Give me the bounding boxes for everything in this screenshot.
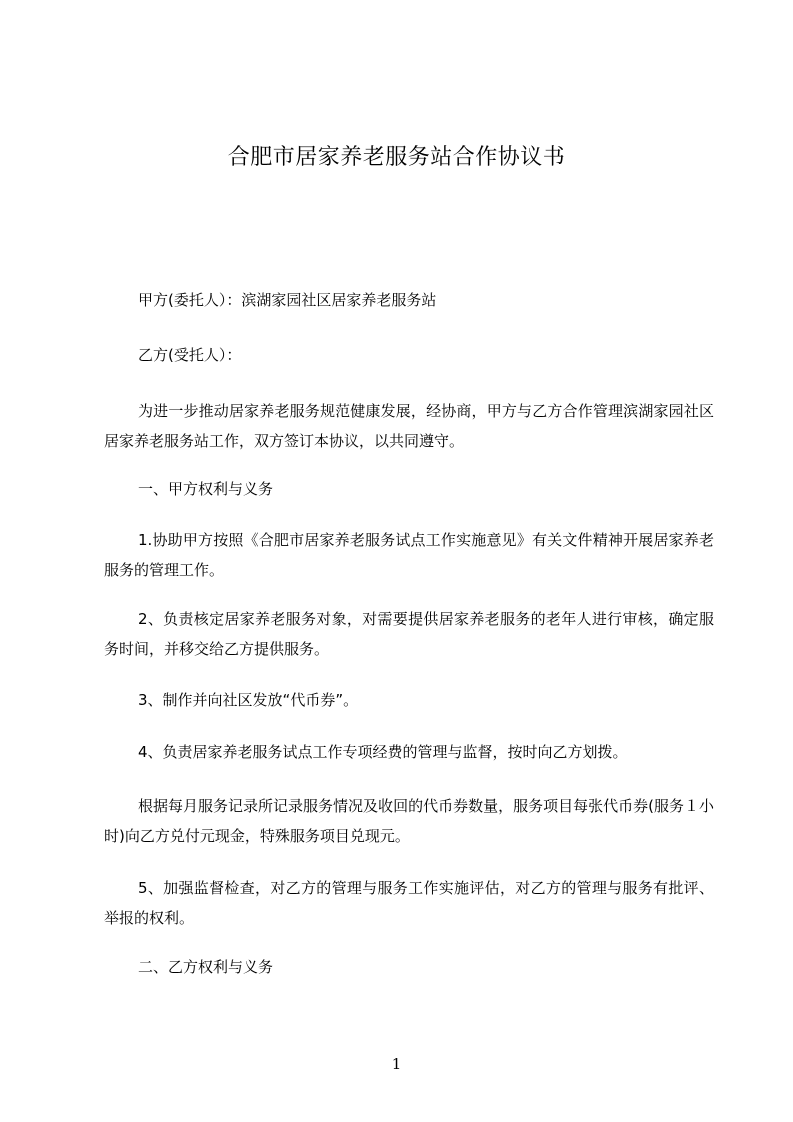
section-1-heading: 一、甲方权利与义务 [138,480,274,498]
clause-2-paragraph: 2、负责核定居家养老服务对象，对需要提供居家养老服务的老年人进行审核，确定服务时间，并移交给乙方提供服务。 [104,610,714,658]
clause-4-paragraph: 4、负责居家养老服务试点工作专项经费的管理与监督，按时向乙方划拨。 [138,743,628,761]
document-title: 合肥市居家养老服务站合作协议书 [227,145,566,170]
page-number: 1 [391,1055,402,1073]
clause-3-paragraph: 3、制作并向社区发放“代币券”。 [138,691,359,709]
party-a-line: 甲方(委托人）：滨湖家园社区居家养老服务站 [138,291,437,309]
voucher-settlement-paragraph: 根据每月服务记录所记录服务情况及收回的代币券数量，服务项目每张代币券(服务１小时)向乙方兑付元现金，特殊服务项目兑现元。 [104,797,714,845]
section-2-heading: 二、乙方权利与义务 [138,958,274,976]
intro-paragraph: 为进一步推动居家养老服务规范健康发展，经协商，甲方与乙方合作管理滨湖家园社区居家养老服务站工作，双方签订本协议，以共同遵守。 [104,402,714,450]
clause-1-paragraph: 1.协助甲方按照《合肥市居家养老服务试点工作实施意见》有关文件精神开展居家养老服务的管理工作。 [104,531,714,579]
party-b-line: 乙方(受托人）： [138,346,242,364]
clause-5-paragraph: 5、加强监督检查，对乙方的管理与服务工作实施评估，对乙方的管理与服务有批评、举报的权利。 [104,879,714,927]
